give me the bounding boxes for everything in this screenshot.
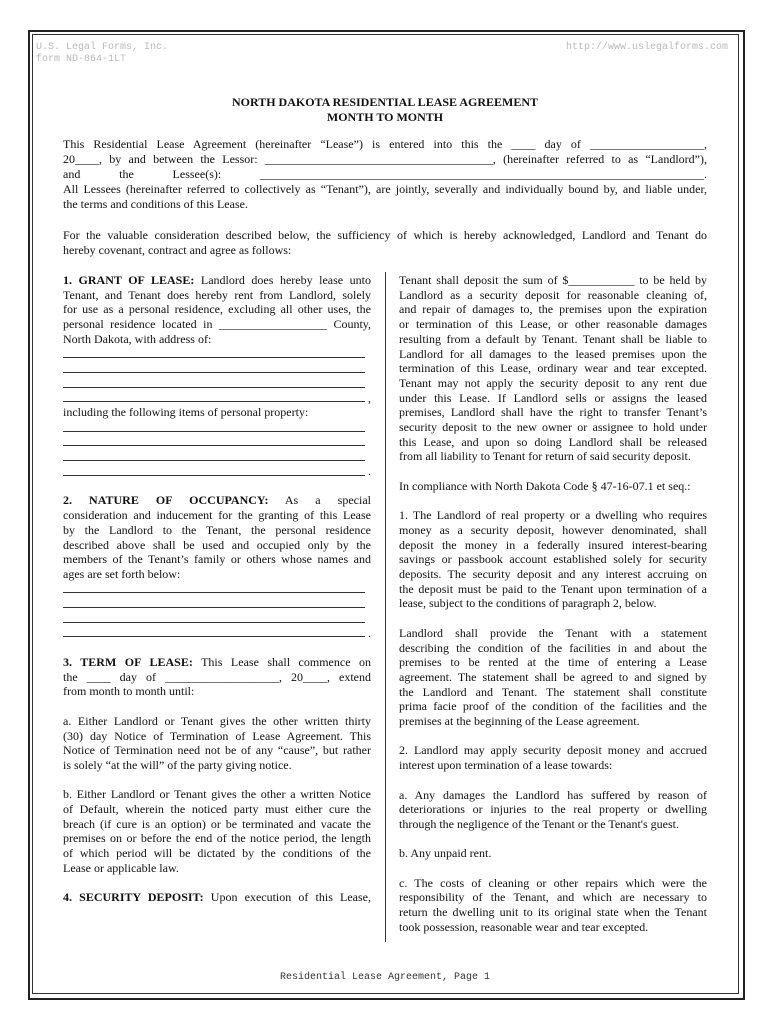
text-line: is solely “at the will” of the party giving notice. <box>63 757 292 772</box>
text-line: 2. Landlord may apply security deposit money and accrued <box>399 743 707 758</box>
text-line: b. Any unpaid rent. <box>399 846 492 861</box>
text-line: consideration and inducement for the granting of this Lease <box>63 508 371 523</box>
section-2-first-line: 2. NATURE OF OCCUPANCY: As a special <box>63 493 371 508</box>
text-line: Landlord shall provide the Tenant with a statement <box>399 625 707 640</box>
document-title: NORTH DAKOTA RESIDENTIAL LEASE AGREEMENT <box>231 95 539 109</box>
text-line: and repair of damages to, the premises upon the expiration <box>399 302 707 317</box>
compliance-statement: In compliance with North Dakota Code § 47-16-07.1 et seq.: <box>399 478 691 493</box>
text-line: For the valuable consideration described below, the sufficiency of which is hereby acknowledged, Landlord and Tenant do <box>63 228 707 242</box>
text-line: (30) day Notice of Termination of Lease Agreement. This <box>63 728 371 743</box>
text-line: deteriorations or injuries to the real property or dwelling <box>399 802 707 817</box>
section-1-heading: 1. GRANT OF LEASE: <box>63 273 195 287</box>
text-line: This Residential Lease Agreement (hereinafter “Lease”) is entered into this the ____ day of ___________________, <box>63 137 707 151</box>
text-line: lease, subject to the conditions of paragraph 2, below. <box>399 596 657 611</box>
document-subtitle: MONTH TO MONTH <box>326 110 444 124</box>
text-line: hereby covenant, contract and agree as follows: <box>63 243 292 257</box>
text-line: premises to be rented at the time of entering a Lease <box>399 655 707 670</box>
occupant-blank-line[interactable]: . <box>63 626 371 641</box>
occupant-blank-line[interactable] <box>63 611 371 626</box>
text-line: c. The costs of cleaning or other repairs which were the <box>399 875 707 890</box>
text-line: the deposit must be paid to the Tenant upon termination of a <box>399 581 707 596</box>
text-line: a. Any damages the Landlord has suffered by reason of <box>399 787 707 802</box>
text-line: 20____, by and between the Lessor: ______________________________________, (hereinafter referred to as “Landlord”), <box>63 152 707 166</box>
text-line: members of the Tenant’s family or others whose names and <box>63 552 371 567</box>
text-line: money as a security deposit, however denominated, shall <box>399 522 707 537</box>
address-blank-line[interactable]: , <box>63 391 371 406</box>
text-line: Tenant, and Tenant does hereby rent from Landlord, solely <box>63 287 371 302</box>
text-line: Landlord as a security deposit for reasonable cleaning of, <box>399 287 707 302</box>
section-3-first-line: 3. TERM OF LEASE: This Lease shall commence on <box>63 655 372 670</box>
text-line: or termination of this Lease, or other reasonable damages <box>399 317 707 332</box>
form-source-header <box>36 42 168 66</box>
text-line: ages are set forth below: <box>63 566 181 581</box>
text-line: security deposit to the new owner or assignee to hold under <box>399 420 707 435</box>
form-number: form ND-864-1LT <box>36 54 127 65</box>
text-line: this Lease, and upon so doing Landlord shall be released <box>399 434 707 449</box>
address-blank-line[interactable] <box>63 376 371 391</box>
source-url[interactable]: http://www.uslegalforms.com <box>565 42 728 53</box>
section-3-heading: 3. TERM OF LEASE: <box>63 655 193 670</box>
right-column <box>399 273 707 935</box>
text-line: of Default, wherein the noticed party must either cure the <box>63 802 371 817</box>
text-line: under this Lease. If Landlord sells or assigns the leased <box>399 390 707 405</box>
section-4-first-line: 4. SECURITY DEPOSIT: Upon execution of this Lease, <box>63 890 372 905</box>
text-line: agreement. The statement shall be agreed to and signed by <box>399 669 707 684</box>
text-line: the terms and conditions of this Lease. <box>63 197 248 211</box>
left-column <box>63 273 371 905</box>
text-line: resulting from a default by Tenant. Tenant shall be liable to <box>399 331 707 346</box>
text-line: from all liability to Tenant for return of said security deposit. <box>399 449 691 464</box>
text-line: a. Either Landlord or Tenant gives the other written thirty <box>63 713 371 728</box>
text-line: deposit the money in a federally insured interest-bearing <box>399 537 707 552</box>
text-line: b. Either Landlord or Tenant gives the other a written Notice <box>63 787 371 802</box>
text-line: All Lessees (hereinafter referred to collectively as “Tenant”), are jointly, severally and individually bound by, and liable under, <box>63 182 707 196</box>
text-line: through the negligence of the Tenant or the Tenant's guest. <box>399 816 679 831</box>
page-footer: Residential Lease Agreement, Page 1 <box>279 972 491 983</box>
text-line: responsibility of the Tenant, and which are necessary to <box>399 890 707 905</box>
text-line: from month to month until: <box>63 684 195 699</box>
text-line: and the Lessee(s): __________________________________________________________________________. <box>63 167 707 181</box>
text-line: Tenant may not apply the security deposit to any rent due <box>399 375 707 390</box>
section-2-heading: 2. NATURE OF OCCUPANCY: <box>63 493 269 508</box>
property-blank-line[interactable]: . <box>63 464 371 479</box>
text-line: of which period will be dictated by the conditions of the <box>63 846 371 861</box>
text-line: 1. The Landlord of real property or a dwelling who requires <box>399 508 707 523</box>
text-line: by the Landlord to the Tenant, the personal residence <box>63 522 371 537</box>
section-1-first-line: 1. GRANT OF LEASE: Landlord does hereby lease unto <box>63 273 371 287</box>
text-line: describing the condition of the facilities in and about the <box>399 640 707 655</box>
text-line: deposits. The security deposit and any interest accruing on <box>399 567 707 582</box>
text-line: the ____ day of ___________________, 20____, extend <box>63 669 371 684</box>
column-divider <box>385 272 386 942</box>
text-line: premises on or before the end of the notice period, the length <box>63 831 371 846</box>
occupant-blank-line[interactable] <box>63 596 371 611</box>
text-line: premises, Landlord shall have the right to transfer Tenant’s <box>399 405 707 420</box>
text-line: breach (if cure is an option) or be terminated and vacate the <box>63 816 371 831</box>
text-line: for use as a personal residence, excluding all other uses, the <box>63 302 371 317</box>
property-blank-line[interactable] <box>63 435 371 450</box>
text-line: described above shall be used and occupied only by the <box>63 537 371 552</box>
occupant-blank-line[interactable] <box>63 582 371 597</box>
text-line: the Landlord and Tenant. The statement shall constitute <box>399 684 707 699</box>
text-line: personal residence located in __________________ County, <box>63 317 371 332</box>
publisher-name: U.S. Legal Forms, Inc. <box>36 42 169 53</box>
text-line: prima facie proof of the condition of the facilities and the <box>399 699 707 714</box>
text-line: Landlord for all damages to the leased premises upon the <box>399 346 707 361</box>
property-blank-line[interactable] <box>63 449 371 464</box>
intro-paragraph-consideration <box>63 228 707 258</box>
text-line: Tenant shall deposit the sum of $___________ to be held by <box>399 273 707 287</box>
section-4-heading: 4. SECURITY DEPOSIT: <box>63 890 204 905</box>
address-blank-line[interactable] <box>63 347 371 362</box>
text-line: savings or passbook account established solely for security <box>399 552 707 567</box>
text-line: termination of this Lease, ordinary wear and tear excepted. <box>399 361 707 376</box>
text-line: Lease or applicable law. <box>63 860 179 875</box>
intro-paragraph-parties <box>63 137 707 212</box>
address-blank-line[interactable] <box>63 361 371 376</box>
text-line: North Dakota, with address of: <box>63 331 212 346</box>
text-line: Notice of Termination need not be of any “cause”, but rather <box>63 743 371 758</box>
text-line: interest upon termination of a lease towards: <box>399 758 613 773</box>
text-line: took possession, reasonable wear and tear excepted. <box>399 919 649 934</box>
personal-property-label: including the following items of personal property: <box>63 405 309 420</box>
property-blank-line[interactable] <box>63 420 371 435</box>
text-line: return the dwelling unit to its original state when the Tenant <box>399 905 707 920</box>
text-line: premises at the beginning of the Lease agreement. <box>399 714 640 729</box>
